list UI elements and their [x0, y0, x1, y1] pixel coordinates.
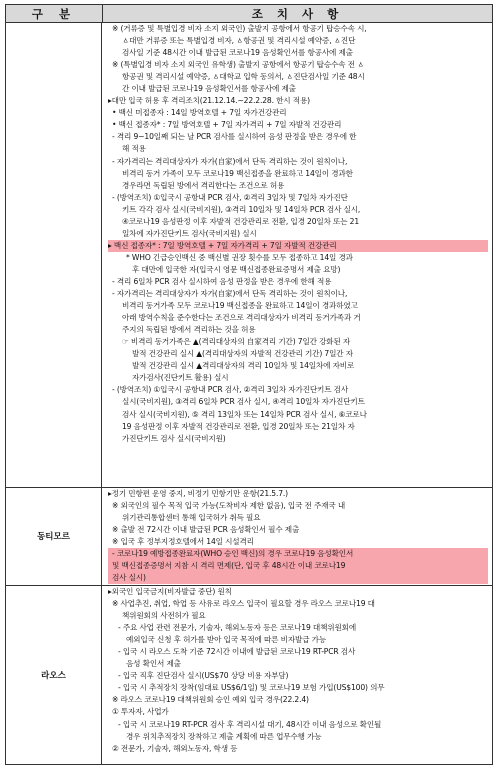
measure-line: ※ 라오스 코로나19 대책위원회 승인 예외 입국 경우(22.2.4): [112, 695, 309, 705]
measure-line: 비격리 동거가족 모두 코로나19 백신접종을 완료하고 14일이 경과하였고: [122, 301, 358, 311]
measure-line: 키트 각각 검사 실시(국비지원), ③격리 10일차 및 14일차 PCR 검사 실시,: [122, 204, 361, 214]
measure-line: - 자가격리는 격리대상자가 자가(自家)에서 단독 격리하는 것이 원칙이나,: [112, 156, 348, 166]
measure-line: 주지의 독립된 방에서 격리하는 것을 허용: [122, 325, 256, 335]
measure-line: 해 적용: [122, 144, 146, 154]
measure-line: - (방역조치) ①입국시 공항내 PCR 검사, ②격리 3일차 자가진단키트 검사: [112, 385, 349, 395]
measure-line: 예외입국 신청 후 허가를 받아 입국 목적에 따른 비자발급 가능: [126, 635, 327, 645]
measure-line: - 격리 6일차 PCR 검사 실시하여 음성 판정을 받은 경우에 한해 적용: [112, 276, 332, 286]
measure-line: - 주요 사업 관련 전문가, 기술자, 해외노동자 등은 코로나19 대책위원회에: [118, 623, 357, 633]
measure-line: ▸외국인 입국금지(비자발급 중단) 원칙: [108, 587, 232, 596]
measure-line: 검사일 기준 48시간 이내 발급된 코로나19 음성확인서를 항공사에 제출: [122, 48, 353, 58]
measures-table: [5, 4, 493, 765]
measure-line: 항공권 및 격리시설 예약증, ㅿ대학교 입학 동의서, ㅿ진단검사일 기준 48시: [122, 72, 365, 82]
measure-line: 경우 위치추적장치 장착하고 제출 계획에 따른 업무수행 가능: [126, 731, 322, 741]
measures-cell-laos: [102, 585, 492, 764]
measure-line: 19 음성판정 이후 자발적 건강관리로 전환, 입경 20일차 또는 21일차 자: [122, 421, 355, 431]
measure-line: ※ 사업추진, 취업, 학업 등 사유로 라오스 입국이 필요할 경우 라오스 코로나19 대: [112, 599, 375, 609]
category-cell-timor-leste: 동티모르: [6, 487, 102, 585]
measure-line: ☞ 비격리 동거가족은 ▲(격리대상자의 自家격리 기간) 7일간 강화된 자: [122, 337, 351, 347]
category-cell-taiwan-continued: [6, 22, 102, 487]
measure-line: 위기관리통합센터 통해 입국허가 취득 필요: [122, 513, 261, 523]
header-category: 구 분: [6, 5, 103, 22]
measure-line: ※ (특별입경 비자 소지 외국인 유학생) 출발지 공항에서 항공기 탑승수속 전 ㅿ: [112, 60, 365, 70]
measure-line: ④코로나19 음성판정 이후 자발적 건강관리로 전환, 입경 20일차 또는 21: [122, 216, 360, 226]
measure-line: • 백신 접종자* : 7일 방역호텔 + 7일 자가격리 + 7일 자발적 건강관리: [112, 120, 342, 130]
measure-line: ㅿ대만 거류증 또는 특별입경 비자, ㅿ항공권 및 격리시설 예약증, ㅿ진단: [122, 36, 356, 46]
measure-line: 및 백신접종증명서 지참 시 격리 면제(단, 입국 후 48시간 이내 코로나19: [108, 560, 488, 572]
header-measures: 조 치 사 항: [251, 6, 344, 21]
measure-line: ▸대만 입국 허용 후 격리조치(21.12.14.~22.2.28. 한시 적용): [108, 96, 310, 106]
measure-line: ※ (거류증 및 특별입경 비자 소지 외국인) 출발지 공항에서 항공기 탑승수속 시,: [112, 24, 367, 33]
measure-line: 검사 실시): [108, 572, 488, 584]
measure-line: 발적 건강관리 실시 ▲격리대상자의 격리 10일차 및 14일차에 자비로: [132, 361, 355, 371]
measure-line: 발적 건강관리 실시 ▲(격리대상자의 자발적 건강관리 기간) 7일간 자: [132, 349, 353, 359]
table-header: [6, 5, 492, 23]
measure-line: 실시(국비지원), ③격리 6일차 PCR 검사 실시, ④격리 10일차 자가진단키트: [122, 397, 365, 407]
measure-line: ▸정기 민항편 운영 중지, 비정기 민항기만 운항(21.5.7.): [108, 489, 288, 498]
measure-line: - 자가격리는 격리대상자가 자가(自家)에서 단독 격리하는 것이 원칙이나,: [112, 289, 348, 299]
measure-line: 간 이내 발급된 코로나19 음성확인서를 항공사에 제출: [122, 84, 296, 94]
measure-line: - (방역조치) ①입국시 공항내 PCR 검사, ②격리 3일차 및 7일차 자가진단: [112, 192, 348, 202]
measure-line: ※ 외국인의 필수 목적 입국 가능(도착비자 제한 없음), 입국 전 주재국 내: [112, 501, 346, 511]
measure-line: 비격리 동거 가족이 모두 코로나19 백신접종을 완료하고 14일이 경과한: [122, 168, 353, 178]
measure-line: - 입국 시 코로나19 RT-PCR 검사 후 격리시설 대기, 48시간 이내 음성으로 확인될: [118, 719, 382, 729]
measure-line: ▸ 백신 접종자* : 7일 방역호텔 + 7일 자가격리 + 7일 자발적 건강관리: [108, 240, 488, 252]
measures-cell-taiwan-continued: [102, 22, 492, 487]
measure-line: ② 전문가, 기술자, 해외노동자, 학생 등: [112, 743, 238, 753]
measure-line: ※ 출발 전 72시간 이내 발급된 PCR 음성확인서 필수 제출: [112, 525, 300, 535]
measures-cell-timor-leste: [102, 487, 492, 585]
measure-line: ① 투자자, 사업가: [112, 707, 169, 717]
measure-line: - 입국 시 라오스 도착 기준 72시간 이내에 발급된 코로나19 RT-PCR 검사: [118, 647, 356, 657]
measure-line: 음성 확인서 제출: [126, 659, 181, 669]
measure-line: 아래 방역수칙을 준수한다는 조건으로 격리대상자가 비격리 동거가족과 거: [122, 313, 361, 323]
measure-line: 후 대만에 입국한 자(입국시 영문 백신접종완료증명서 제출 요망): [132, 264, 341, 274]
measure-line: 경우라면 독립된 방에서 격리한다는 조건으로 허용: [122, 180, 285, 190]
measure-line: - 격리 9~10일째 되는 날 PCR 검사를 실시하여 음성 판정을 받은 경우에 한: [112, 132, 357, 142]
measure-line: - 코로나19 예방접종완료자(WHO 승인 백신)의 경우 코로나19 음성확인서: [108, 548, 488, 560]
measure-line: - 입국 직후 진단검사 실시(US$70 상당 비용 자부담): [118, 671, 289, 681]
measure-line: 가진단키트 검사 실시(국비지원): [122, 433, 226, 443]
measure-line: - 입국 시 추적장치 장착(임대료 US$6/1일) 및 코로나19 보험 가입(US$100) 의무: [118, 683, 385, 693]
category-cell-laos: 라오스: [6, 585, 102, 764]
measure-line: 검사 실시(국비지원), ⑤ 격리 13일차 또는 14일차 PCR 검사 실시, ⑥코로나: [122, 409, 367, 419]
measure-line: 책위원회의 사전허가 필요: [122, 611, 206, 621]
measure-line: • 백신 미접종자 : 14일 방역호텔 + 7일 자가건강관리: [112, 108, 287, 118]
measure-line: 일차에 자가진단키트 검사(국비지원) 실시: [122, 228, 257, 238]
measure-line: * WHO 긴급승인백신 중 백신별 권장 횟수를 모두 접종하고 14일 경과: [126, 252, 353, 262]
measure-line: 자가검사(진단키트 활용) 실시: [132, 373, 229, 383]
measure-line: ※ 입국 후 정부지정호텔에서 14일 시설격리: [112, 537, 254, 547]
